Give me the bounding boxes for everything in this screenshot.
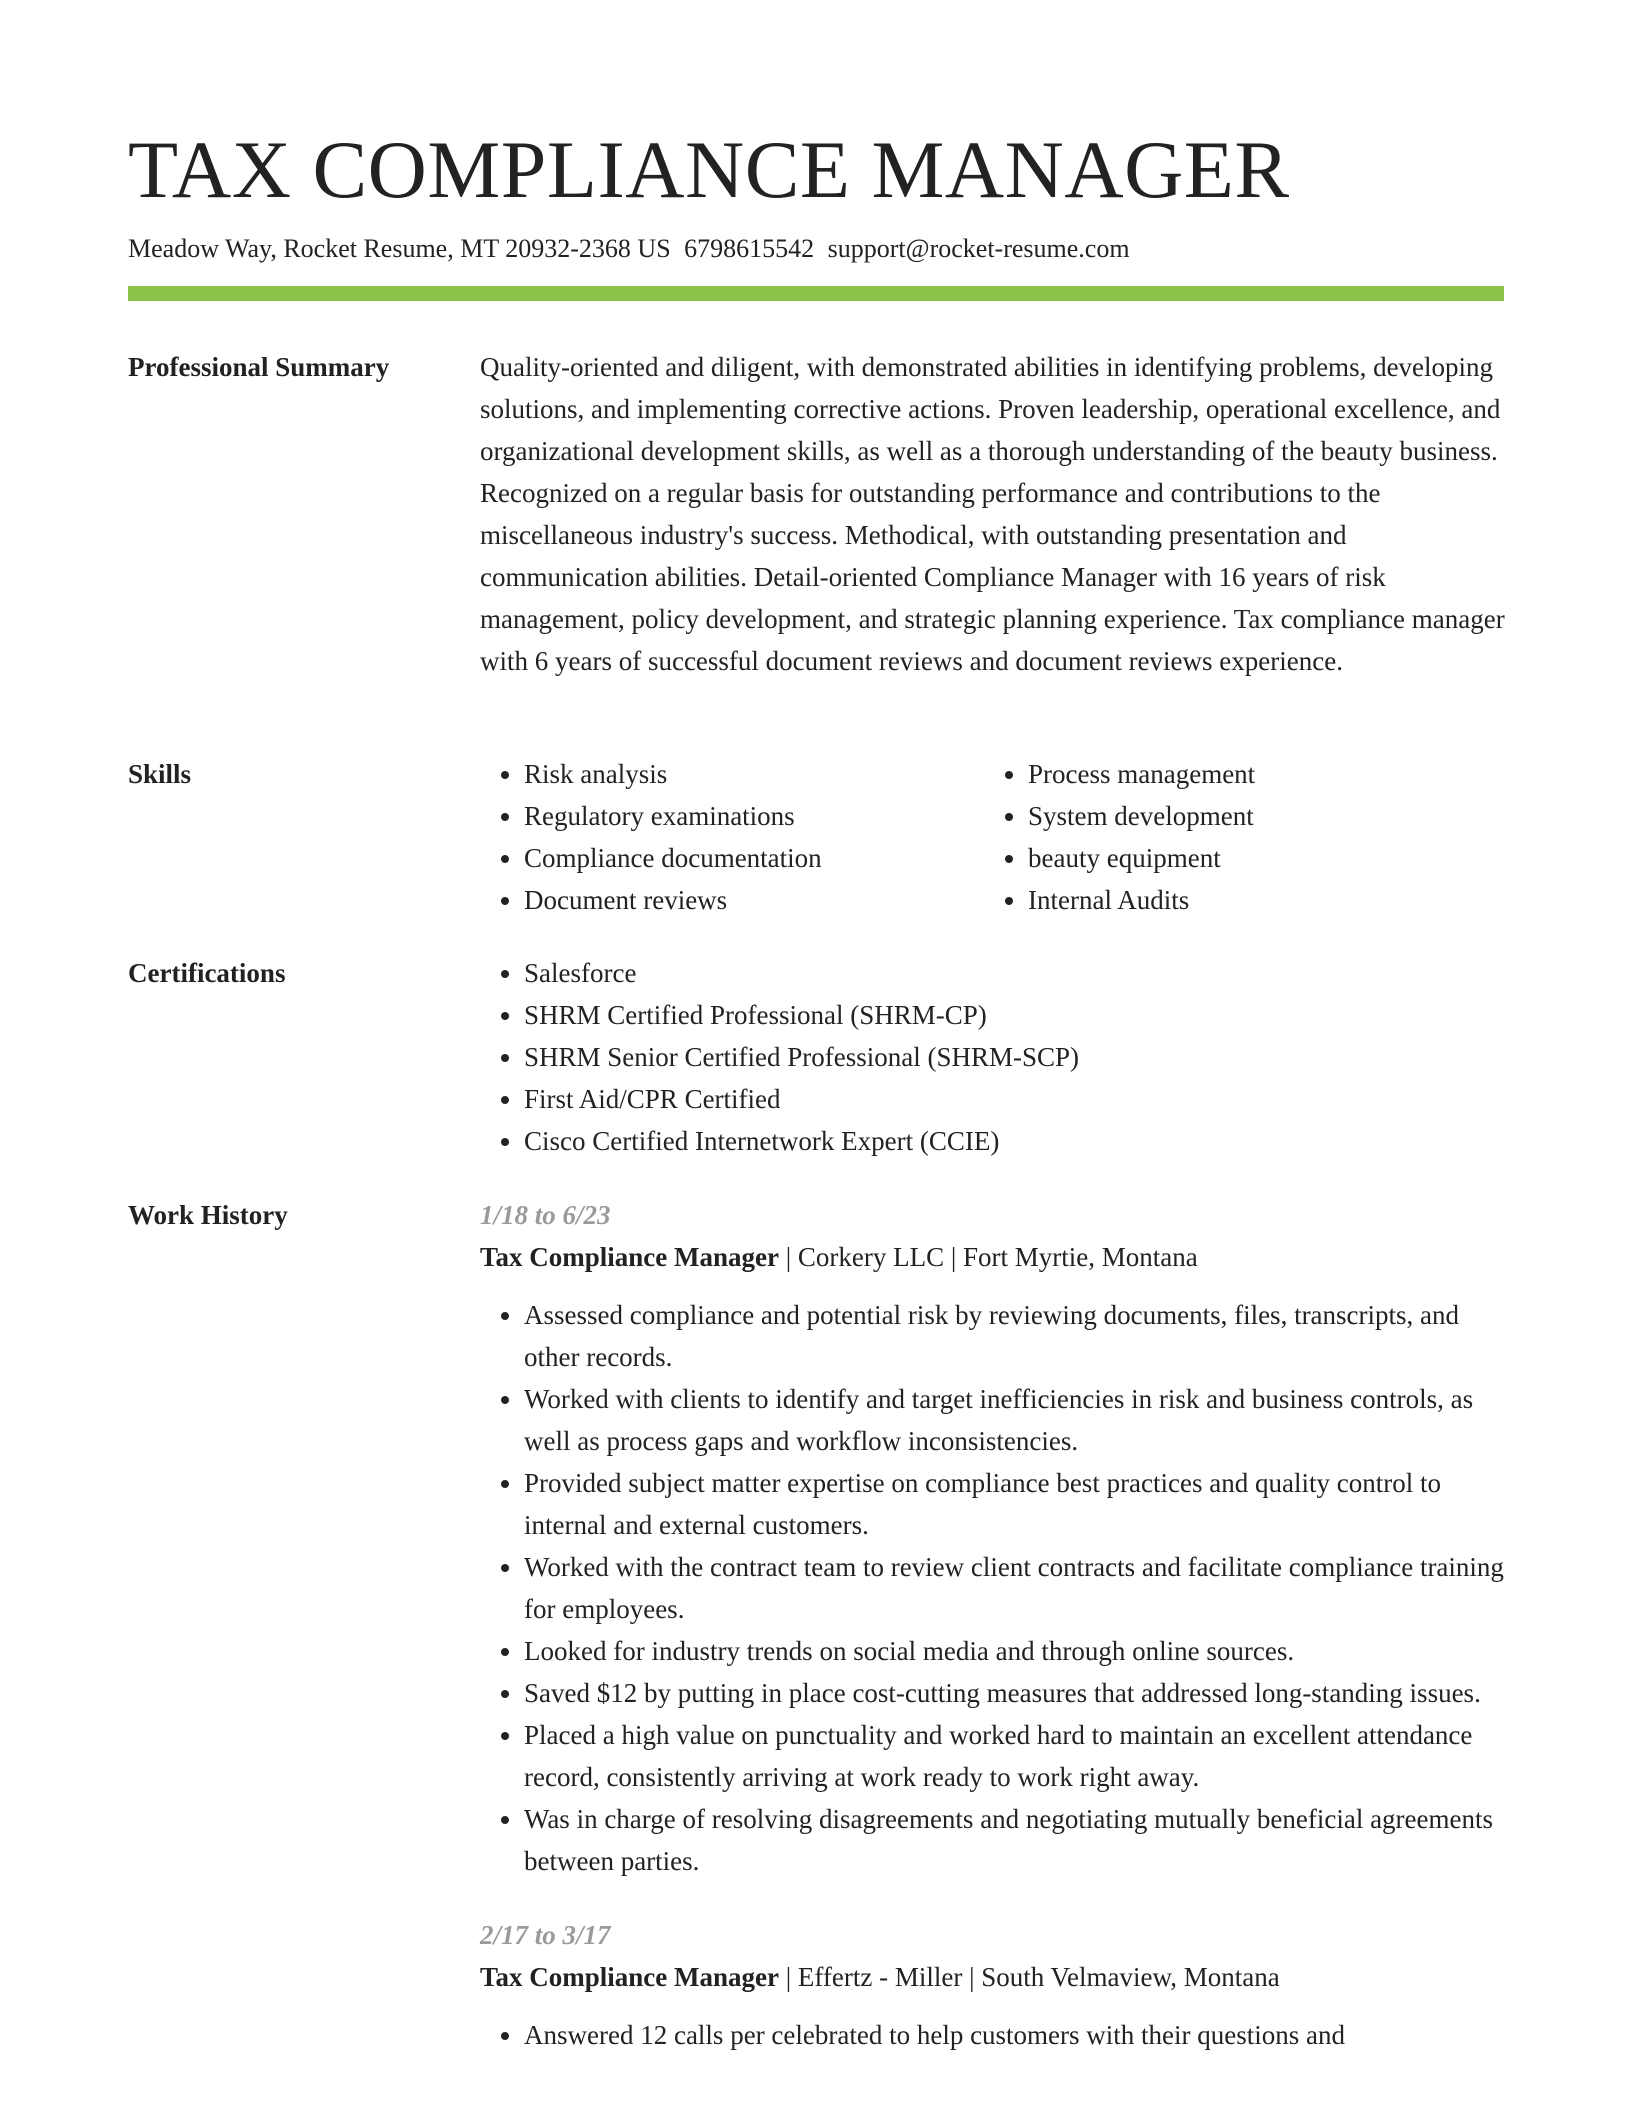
job-bullet: • Worked with the contract team to review client contracts and facilitate compliance training for employees. (524, 1546, 1506, 1630)
skill-item: • beauty equipment (1028, 837, 1488, 879)
job-entry (480, 1194, 1506, 1882)
job-bullets (480, 1294, 1506, 1882)
summary-text: Quality-oriented and diligent, with demonstrated abilities in identifying problems, developing solutions, and implementing corrective actions. Proven leadership, operational excellence, and organizational development skills, as well as a thorough understanding of the beauty business. Recognized on a regular basis for outstanding performance and contributions to the miscellaneous industry's success. Methodical, with outstanding presentation and communication abilities. Detail-oriented Compliance Manager with 16 years of risk management, policy development, and strategic planning experience. Tax compliance manager with 6 years of successful document reviews and document reviews experience. (480, 352, 1505, 676)
header-divider (128, 286, 1504, 301)
certification-item: • SHRM Certified Professional (SHRM-CP) (524, 994, 1506, 1036)
skill-item: • Process management (1028, 753, 1488, 795)
contact-line (128, 230, 1130, 268)
job-dates: 2/17 to 3/17 (480, 1920, 611, 1950)
certification-item: • SHRM Senior Certified Professional (SHRM-SCP) (524, 1036, 1506, 1078)
skill-item: • Regulatory examinations (524, 795, 984, 837)
resume-name-title: TAX COMPLIANCE MANAGER (128, 124, 1290, 215)
skill-item: • Document reviews (524, 879, 984, 921)
job-details: | Corkery LLC | Fort Myrtie, Montana (779, 1242, 1198, 1272)
job-bullets (480, 2014, 1506, 2056)
work-history-heading: Work History (128, 1200, 288, 1230)
job-dates: 1/18 to 6/23 (480, 1200, 611, 1230)
job-details: | Effertz - Miller | South Velmaview, Montana (779, 1962, 1280, 1992)
job-bullet: • Provided subject matter expertise on compliance best practices and quality control to internal and external customers. (524, 1462, 1506, 1546)
contact-email: support@rocket-resume.com (827, 234, 1130, 263)
contact-address: Meadow Way, Rocket Resume, MT 20932-2368 US (128, 234, 671, 263)
job-bullet: • Looked for industry trends on social media and through online sources. (524, 1630, 1506, 1672)
certification-item: • First Aid/CPR Certified (524, 1078, 1506, 1120)
skill-item: • Compliance documentation (524, 837, 984, 879)
certification-item: • Salesforce (524, 952, 1506, 994)
skills-body (480, 753, 1506, 921)
job-title: Tax Compliance Manager (480, 1242, 779, 1272)
certifications-heading: Certifications (128, 958, 286, 988)
job-bullet: • Was in charge of resolving disagreements and negotiating mutually beneficial agreements between parties. (524, 1798, 1506, 1882)
skill-item: • System development (1028, 795, 1488, 837)
job-heading (480, 1236, 1506, 1278)
job-bullet: • Worked with clients to identify and target inefficiencies in risk and business controls, as well as process gaps and workflow inconsistencies. (524, 1378, 1506, 1462)
certifications-body (480, 952, 1506, 1162)
job-entry (480, 1914, 1506, 2056)
work-history-body (480, 1194, 1506, 2056)
job-heading (480, 1956, 1506, 1998)
skills-heading: Skills (128, 759, 192, 789)
job-bullet: • Assessed compliance and potential risk by reviewing documents, files, transcripts, and other records. (524, 1294, 1506, 1378)
skills-list-left (480, 753, 984, 921)
certifications-list (480, 952, 1506, 1162)
certification-item: • Cisco Certified Internetwork Expert (CCIE) (524, 1120, 1506, 1162)
skills-list-right (984, 753, 1488, 921)
skill-item: • Risk analysis (524, 753, 984, 795)
job-title: Tax Compliance Manager (480, 1962, 779, 1992)
job-bullet: • Answered 12 calls per celebrated to help customers with their questions and (524, 2014, 1506, 2056)
job-bullet: • Placed a high value on punctuality and worked hard to maintain an excellent attendance record, consistently arriving at work ready to work right away. (524, 1714, 1506, 1798)
skills-columns (480, 753, 1506, 921)
skill-item: • Internal Audits (1028, 879, 1488, 921)
summary-heading: Professional Summary (128, 352, 390, 382)
job-bullet: • Saved $12 by putting in place cost-cutting measures that addressed long-standing issues. (524, 1672, 1506, 1714)
contact-phone: 6798615542 (684, 234, 815, 263)
